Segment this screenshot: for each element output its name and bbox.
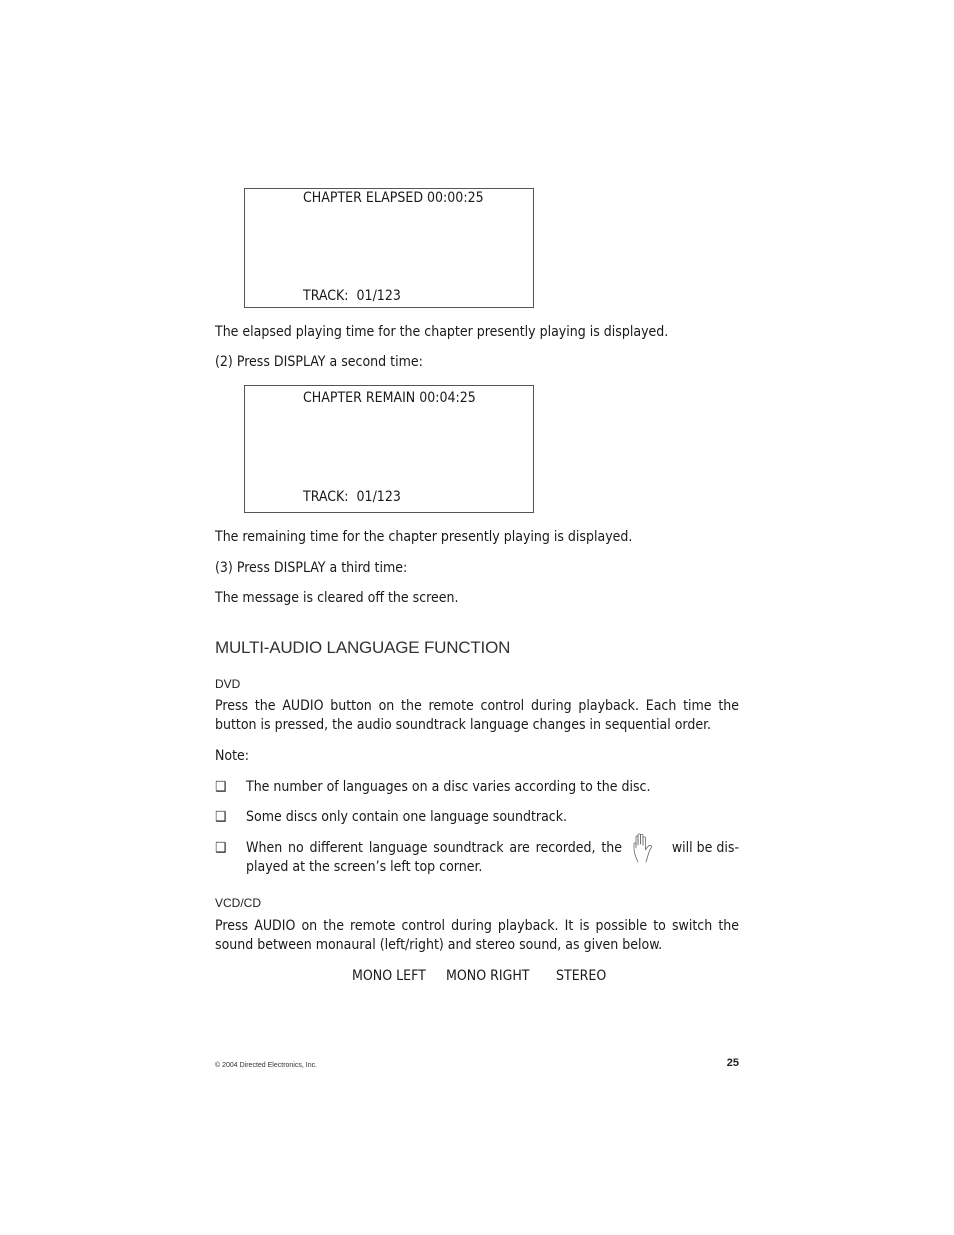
bullet-marker: ❑: [215, 840, 227, 856]
dvd-body: Press the AUDIO button on the remote control during playback. Each time the button is pressed, the audio soundtrack language changes in sequential order.: [215, 698, 739, 733]
osd-track: TRACK: 01/123: [303, 288, 401, 304]
bullet-item-part-1: When no different language soundtrack are recorded, the: [246, 840, 622, 856]
bullet-item: The number of languages on a disc varies according to the disc.: [246, 779, 651, 795]
osd-screen-elapsed: [244, 188, 534, 308]
paragraph-remaining: The remaining time for the chapter presently playing is displayed.: [215, 529, 633, 545]
osd-screen-remain: [244, 385, 534, 513]
bullet-marker: ❑: [215, 809, 227, 825]
osd-track: TRACK: 01/123: [303, 489, 401, 505]
section-heading: MULTI-AUDIO LANGUAGE FUNCTION: [215, 638, 511, 657]
bullet-item: Some discs only contain one language soundtrack.: [246, 809, 568, 825]
mode-mono-right: MONO RIGHT: [446, 968, 530, 984]
hand-icon: [630, 832, 658, 864]
mode-mono-left: MONO LEFT: [352, 968, 426, 984]
page-number: 25: [726, 1057, 739, 1069]
footer-copyright: © 2004 Directed Electronics, Inc.: [215, 1062, 318, 1069]
bullet-item-part-2-a: will be dis-: [671, 840, 739, 856]
bullet-item-part-2-b: played at the screen’s left top corner.: [246, 859, 483, 875]
paragraph-cleared: The message is cleared off the screen.: [215, 590, 459, 606]
dvd-subheading: DVD: [215, 677, 241, 691]
osd-chapter-elapsed: CHAPTER ELAPSED 00:00:25: [303, 190, 484, 206]
step-press-display-second: (2) Press DISPLAY a second time:: [215, 354, 423, 370]
vcd-body: Press AUDIO on the remote control during playback. It is possible to switch the sound between monaural (left/right) and stereo sound, as given below.: [215, 918, 739, 953]
vcd-subheading: VCD/CD: [215, 896, 262, 910]
paragraph-elapsed: The elapsed playing time for the chapter presently playing is displayed.: [215, 324, 669, 340]
bullet-marker: ❑: [215, 779, 227, 795]
note-label: Note:: [215, 748, 250, 764]
mode-stereo: STEREO: [556, 968, 607, 984]
osd-chapter-remain: CHAPTER REMAIN 00:04:25: [303, 390, 476, 406]
step-press-display-third: (3) Press DISPLAY a third time:: [215, 560, 408, 576]
